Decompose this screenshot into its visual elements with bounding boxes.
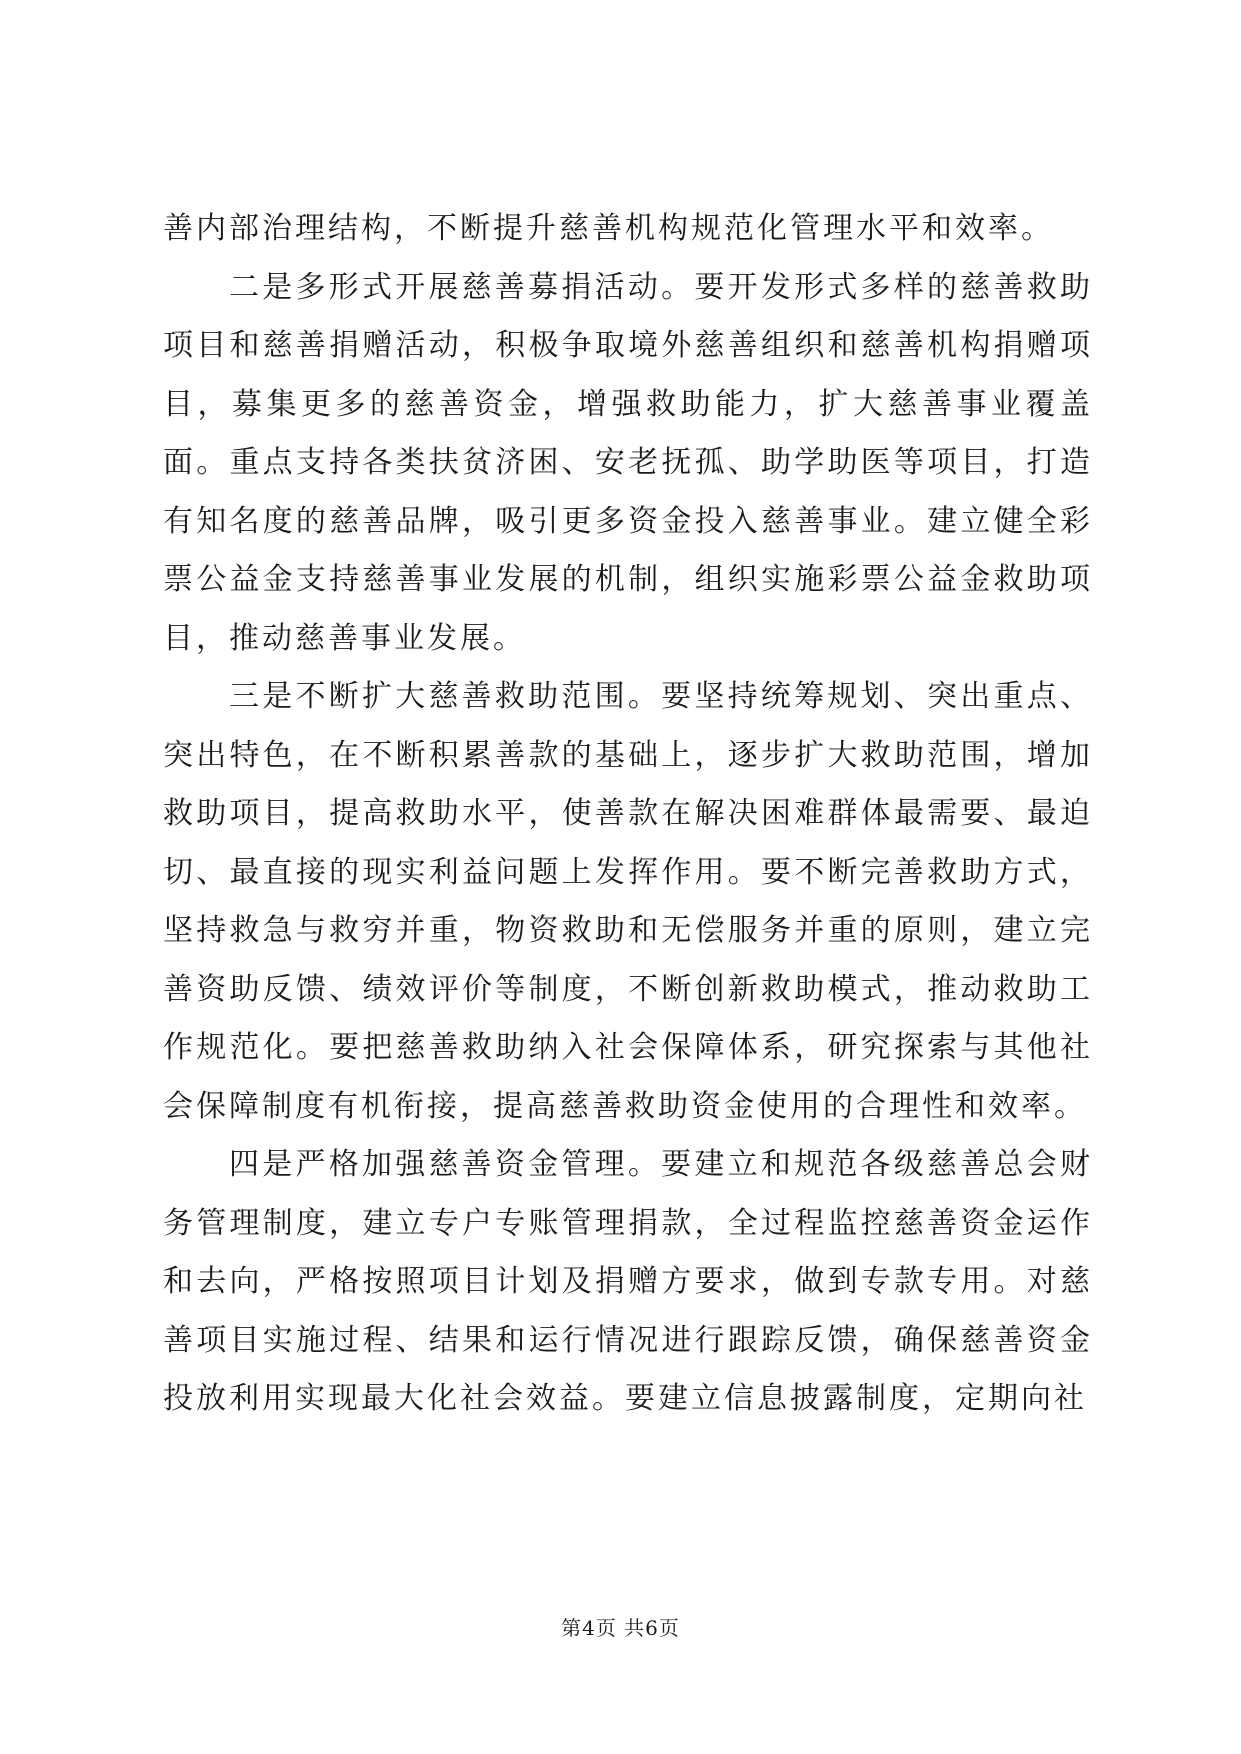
paragraph-item-3: 三是不断扩大慈善救助范围。要坚持统筹规划、突出重点、突出特色，在不断积累善款的基础上，逐步扩大救助范围，增加救助项目，提高救助水平，使善款在解决困难群体最需要、最迫切、最直接的现实利益问题上发挥作用。要不断完善救助方式，坚持救急与救穷并重，物资救助和无偿服务并重的原则，建立完善资助反馈、绩效评价等制度，不断创新救助模式，推动救助工作规范化。要把慈善救助纳入社会保障体系，研究探索与其他社会保障制度有机衔接，提高慈善救助资金使用的合理性和效率。 <box>163 679 1093 1124</box>
paragraph-continuation: 善内部治理结构，不断提升慈善机构规范化管理水平和效率。 <box>163 211 1054 246</box>
paragraph-item-2: 二是多形式开展慈善募捐活动。要开发形式多样的慈善救助项目和慈善捐赠活动，积极争取境外慈善组织和慈善机构捐赠项目，募集更多的慈善资金，增强救助能力，扩大慈善事业覆盖面。重点支持各类扶贫济困、安老抚孤、助学助医等项目，打造有知名度的慈善品牌，吸引更多资金投入慈善事业。建立健全彩票公益金支持慈善事业发展的机制，组织实施彩票公益金救助项目，推动慈善事业发展。 <box>163 269 1093 656</box>
paragraph-item-4: 四是严格加强慈善资金管理。要建立和规范各级慈善总会财务管理制度，建立专户专账管理捐款，全过程监控慈善资金运作和去向，严格按照项目计划及捐赠方要求，做到专款专用。对慈善项目实施过程、结果和运行情况进行跟踪反馈，确保慈善资金投放利用实现最大化社会效益。要建立信息披露制度，定期向社 <box>163 1147 1093 1416</box>
page-number-footer: 第4页 共6页 <box>561 1616 680 1640</box>
document-body <box>163 200 1093 1429</box>
